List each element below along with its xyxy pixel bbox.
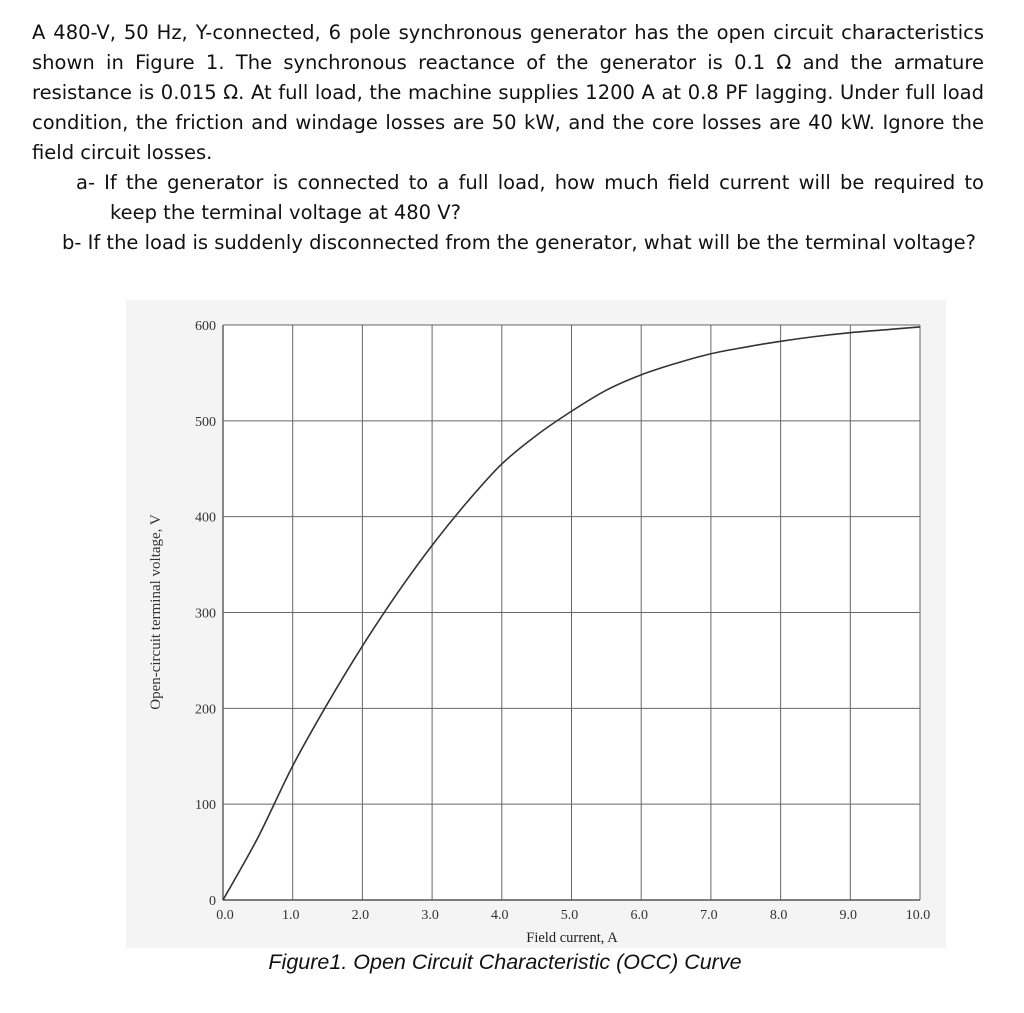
figure-caption: Figure1. Open Circuit Characteristic (OCC) Curve bbox=[268, 950, 742, 974]
x-tick-label: 9.0 bbox=[839, 908, 858, 923]
question-b: b- If the load is suddenly disconnected from the generator, what will be the terminal voltage? bbox=[62, 231, 976, 254]
x-tick-label: 6.0 bbox=[630, 908, 648, 923]
x-tick-labels bbox=[216, 908, 930, 923]
x-tick-label: 10.0 bbox=[905, 908, 931, 923]
y-tick-label: 0 bbox=[209, 894, 216, 909]
question-a: a- If the generator is connected to a full load, how much field current will be required to keep the terminal voltage at 480 V? bbox=[76, 171, 984, 224]
y-tick-label: 100 bbox=[195, 798, 216, 814]
y-tick-label: 600 bbox=[195, 319, 216, 334]
x-tick-label: 3.0 bbox=[421, 908, 439, 923]
x-tick-label: 0.0 bbox=[216, 908, 234, 923]
problem-intro: A 480-V, 50 Hz, Y-connected, 6 pole synchronous generator has the open circuit characteristics shown in Figure 1. The synchronous reactance of the generator is 0.1 Ω and the armature resistance is 0.015 Ω. At full load, the machine supplies 1200 A at 0.8 PF lagging. Under full load condition, the friction and windage losses are 50 kW, and the core losses are 40 kW. Ignore the field circuit losses. bbox=[32, 21, 984, 164]
y-axis-label: Open-circuit terminal voltage, V bbox=[148, 514, 164, 710]
y-tick-label: 500 bbox=[195, 414, 216, 430]
x-tick-label: 1.0 bbox=[281, 908, 300, 923]
y-tick-labels bbox=[195, 319, 216, 909]
x-tick-label: 4.0 bbox=[491, 908, 509, 923]
x-axis-label: Field current, A bbox=[526, 930, 618, 946]
x-tick-label: 8.0 bbox=[769, 908, 788, 923]
x-tick-label: 5.0 bbox=[560, 908, 579, 923]
x-tick-label: 7.0 bbox=[700, 908, 718, 923]
x-tick-label: 2.0 bbox=[351, 908, 370, 923]
y-tick-label: 200 bbox=[195, 702, 216, 718]
y-tick-label: 400 bbox=[195, 510, 216, 526]
y-tick-label: 300 bbox=[195, 606, 216, 622]
